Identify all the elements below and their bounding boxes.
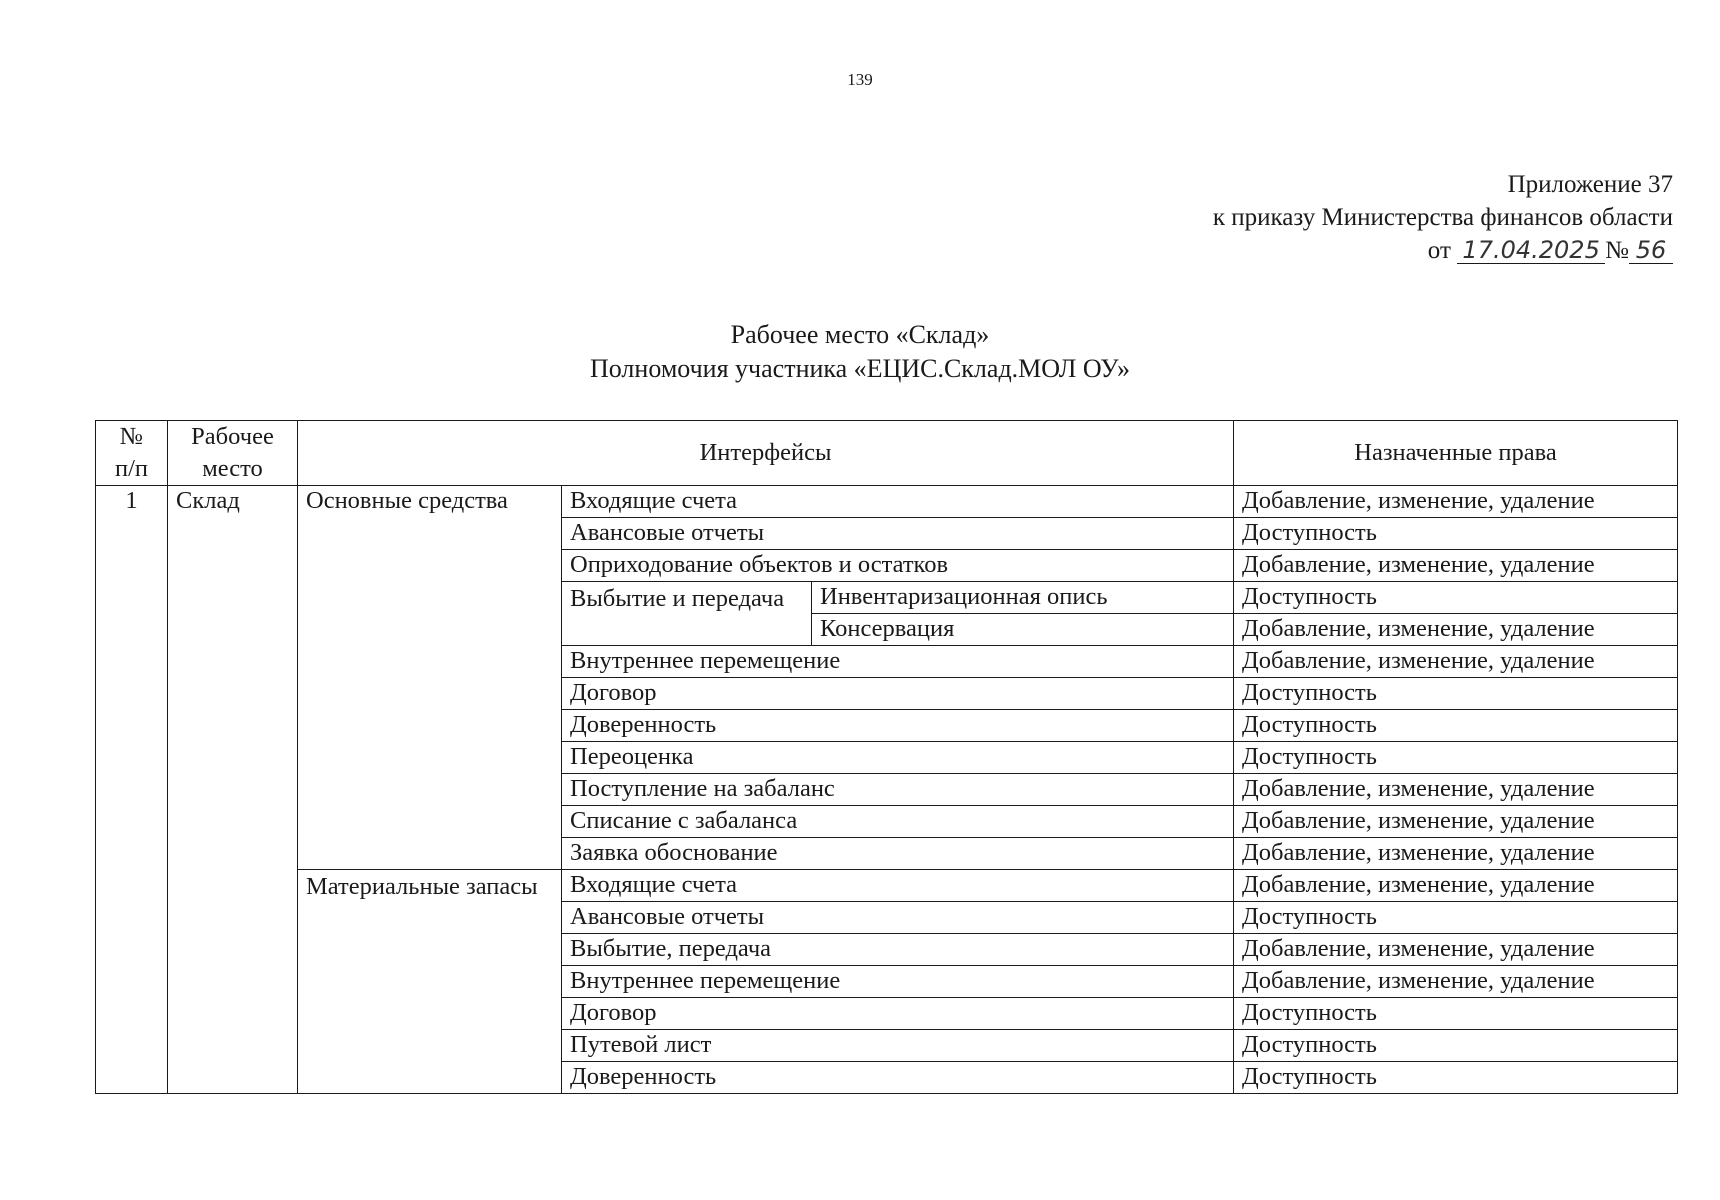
right-cell: Доступность	[1234, 710, 1678, 742]
interface-cell: Авансовые отчеты	[562, 902, 1234, 934]
right-cell: Добавление, изменение, удаление	[1234, 870, 1678, 902]
interface-cell: Входящие счета	[562, 870, 1234, 902]
page-number: 139	[847, 70, 873, 89]
appendix-header	[1213, 168, 1673, 267]
title-workplace: Рабочее место «Склад»	[730, 320, 990, 349]
right-cell: Добавление, изменение, удаление	[1234, 838, 1678, 870]
right-cell: Добавление, изменение, удаление	[1234, 806, 1678, 838]
interface-cell: Договор	[562, 998, 1234, 1030]
interface-cell: Доверенность	[562, 710, 1234, 742]
interface-cell: Оприходование объектов и остатков	[562, 550, 1234, 582]
interface-cell: Выбытие, передача	[562, 934, 1234, 966]
right-cell: Добавление, изменение, удаление	[1234, 646, 1678, 678]
header-rights: Назначенные права	[1234, 421, 1678, 486]
header-number: № п/п	[96, 421, 168, 486]
right-cell: Добавление, изменение, удаление	[1234, 774, 1678, 806]
right-cell: Доступность	[1234, 582, 1678, 614]
interface-cell: Внутреннее перемещение	[562, 966, 1234, 998]
interface-cell: Авансовые отчеты	[562, 518, 1234, 550]
number-label: №	[1605, 237, 1629, 264]
document-title	[0, 318, 1720, 386]
group-name: Основные средства	[298, 486, 562, 870]
row-workplace: Склад	[168, 486, 298, 1094]
interface-cell: Доверенность	[562, 1062, 1234, 1094]
interface-cell: Входящие счета	[562, 486, 1234, 518]
right-cell: Доступность	[1234, 1030, 1678, 1062]
right-cell: Доступность	[1234, 678, 1678, 710]
table-row	[96, 870, 1678, 902]
interface-cell: Поступление на забаланс	[562, 774, 1234, 806]
interface-cell: Заявка обоснование	[562, 838, 1234, 870]
right-cell: Доступность	[1234, 742, 1678, 774]
header-interfaces: Интерфейсы	[298, 421, 1234, 486]
appendix-date-line	[1213, 234, 1673, 267]
right-cell: Доступность	[1234, 518, 1678, 550]
interface-cell: Внутреннее перемещение	[562, 646, 1234, 678]
right-cell: Добавление, изменение, удаление	[1234, 934, 1678, 966]
group-name: Материальные запасы	[298, 870, 562, 1094]
interface-cell: Выбытие и передача	[562, 582, 812, 646]
order-date: 17.04.2025	[1457, 237, 1605, 264]
appendix-title: Приложение 37	[1507, 171, 1673, 198]
right-cell: Доступность	[1234, 998, 1678, 1030]
from-label: от	[1427, 237, 1451, 264]
right-cell: Доступность	[1234, 1062, 1678, 1094]
appendix-order-ref: к приказу Министерства финансов области	[1212, 204, 1673, 231]
table-header-row	[96, 421, 1678, 486]
right-cell: Добавление, изменение, удаление	[1234, 486, 1678, 518]
interface-cell: Договор	[562, 678, 1234, 710]
order-number: 56	[1629, 237, 1673, 264]
right-cell: Добавление, изменение, удаление	[1234, 550, 1678, 582]
interface-cell: Переоценка	[562, 742, 1234, 774]
right-cell: Доступность	[1234, 902, 1678, 934]
table-row	[96, 486, 1678, 518]
right-cell: Добавление, изменение, удаление	[1234, 614, 1678, 646]
sub-interface-cell: Консервация	[812, 614, 1234, 646]
right-cell: Добавление, изменение, удаление	[1234, 966, 1678, 998]
title-permissions: Полномочия участника «ЕЦИС.Склад.МОЛ ОУ»	[590, 354, 1130, 383]
header-workplace: Рабочее место	[168, 421, 298, 486]
row-number: 1	[96, 486, 168, 1094]
sub-interface-cell: Инвентаризационная опись	[812, 582, 1234, 614]
interface-cell: Путевой лист	[562, 1030, 1234, 1062]
interface-cell: Списание с забаланса	[562, 806, 1234, 838]
permissions-table	[95, 420, 1678, 1094]
